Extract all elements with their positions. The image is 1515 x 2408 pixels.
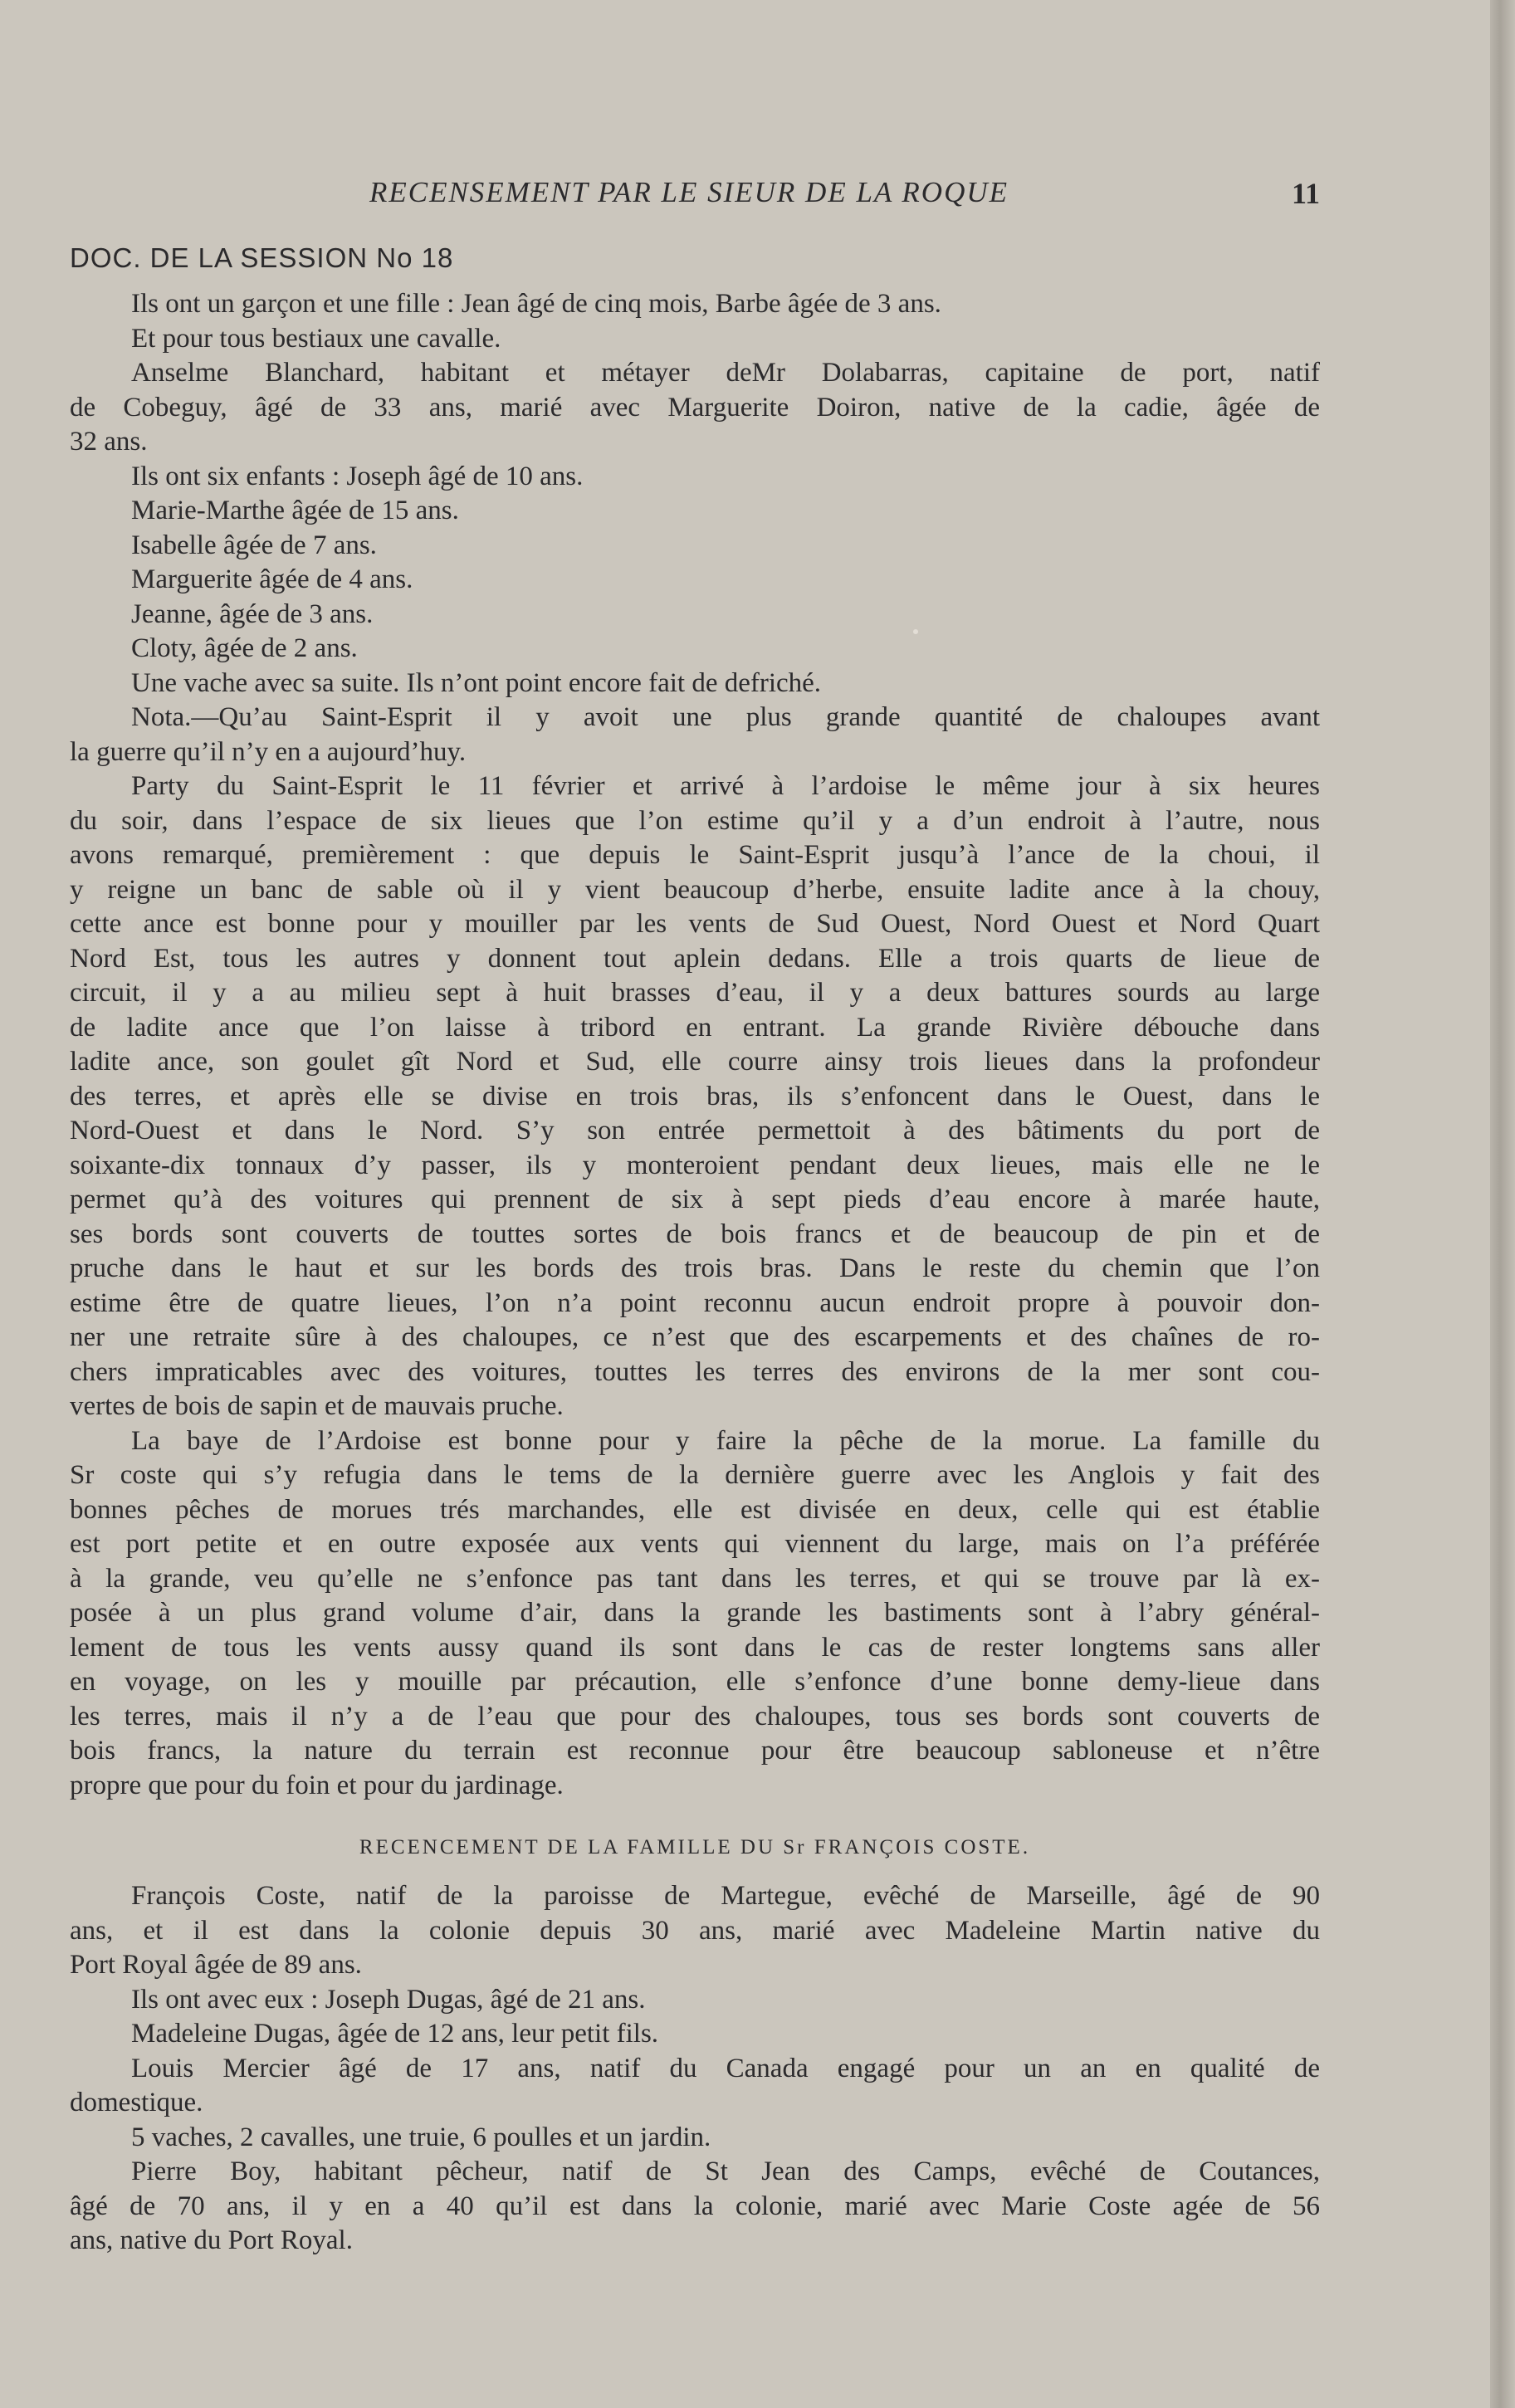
text-line: Party du Saint-Esprit le 11 février et arrivé à l’ardoise le même jour à six heures [131,771,1320,801]
text-line: de ladite ance que l’on laisse à tribord en entrant. La grande Rivière débouche dans [70,1012,1320,1043]
text-line: du soir, dans l’espace de six lieues que l’on estime qu’il y a d’un endroit à l’autre, nous [70,805,1320,836]
text-line: pruche dans le haut et sur les bords des trois bras. Dans le reste du chemin que l’on [70,1253,1320,1283]
text-line: Nord-Ouest et dans le Nord. S’y son entrée permettoit à des bâtiments du port de [70,1116,1320,1145]
text-line: 32 ans. [70,427,148,457]
text-line: Ils ont six enfants : Joseph âgé de 10 ans. [131,461,584,491]
text-line: Nota.—Qu’au Saint-Esprit il y avoit une plus grande quantité de chaloupes avant [131,702,1320,732]
text-line: Sr coste qui s’y refugia dans le tems de la dernière guerre avec les Anglois y fait des [70,1460,1320,1490]
text-line: Isabelle âgée de 7 ans. [131,530,377,560]
text-line: de Cobeguy, âgé de 33 ans, marié avec Marguerite Doiron, native de la cadie, âgée de [70,392,1320,422]
text-line: avons remarqué, premièrement : que depuis le Saint-Esprit jusqu’à l’ance de la choui, il [70,840,1320,870]
text-line: les terres, mais il n’y a de l’eau que pour des chaloupes, tous ses bords sont couverts de [70,1701,1320,1732]
text-line: âgé de 70 ans, il y en a 40 qu’il est dans la colonie, marié avec Marie Coste agée de 56 [70,2191,1320,2221]
text-line: La baye de l’Ardoise est bonne pour y faire la pêche de la morue. La famille du [131,1425,1320,1456]
text-line: la guerre qu’il n’y en a aujourd’huy. [70,736,467,767]
text-line: 5 vaches, 2 cavalles, une truie, 6 poulles et un jardin. [131,2122,711,2152]
text-line: Une vache avec sa suite. Ils n’ont point encore fait de defriché. [131,667,822,698]
text-line: en voyage, on les y mouille par précaution, elle s’enfonce d’une bonne demy-lieue dans [70,1667,1320,1697]
text-line: soixante-dix tonnaux d’y passer, ils y monteroient pendant deux lieues, mais elle ne le [70,1150,1320,1180]
text-line: François Coste, natif de la paroisse de Martegue, evêché de Marseille, âgé de 90 [131,1881,1320,1911]
document-reference: DOC. DE LA SESSION No 18 [70,242,454,273]
text-line: ans, native du Port Royal. [70,2225,353,2255]
text-line: y reigne un banc de sable où il y vient beaucoup d’herbe, ensuite ladite ance à la chouy, [70,874,1320,905]
body-text [70,287,1320,2259]
text-line: ner une retraite sûre à des chaloupes, ce n’est que des escarpements et des chaînes de ro- [70,1322,1320,1352]
text-line: Louis Mercier âgé de 17 ans, natif du Canada engagé pour un an en qualité de [131,2053,1320,2083]
text-line: Anselme Blanchard, habitant et métayer deMr Dolabarras, capitaine de port, natif [131,358,1320,388]
running-head [0,176,1328,216]
text-line: lement de tous les vents aussy quand ils sont dans le cas de rester longtems sans aller [70,1632,1320,1663]
page-number: 11 [1291,177,1320,210]
text-line: Madeleine Dugas, âgée de 12 ans, leur petit fils. [131,2019,659,2049]
text-line: circuit, il y a au milieu sept à huit brasses d’eau, il y a deux battures sourds au large [70,978,1320,1008]
text-line: Ils ont avec eux : Joseph Dugas, âgé de 21 ans. [131,1984,646,2015]
text-line: Ils ont un garçon et une fille : Jean âgé de cinq mois, Barbe âgée de 3 ans. [131,289,941,319]
text-line: ses bords sont couverts de touttes sortes de bois francs et de beaucoup de pin et de [70,1219,1320,1249]
text-line: bois francs, la nature du terrain est reconnue pour être beaucoup sabloneuse et n’être [70,1736,1320,1766]
text-line: cette ance est bonne pour y mouiller par les vents de Sud Ouest, Nord Ouest et Nord Quart [70,909,1320,939]
text-line: Cloty, âgée de 2 ans. [131,633,358,663]
text-line: Pierre Boy, habitant pêcheur, natif de St Jean des Camps, evêché de Coutances, [131,2156,1320,2186]
text-line: chers impraticables avec des voitures, touttes les terres des environs de la mer sont cou- [70,1356,1320,1387]
text-line: des terres, et après elle se divise en trois bras, ils s’enfoncent dans le Ouest, dans le [70,1081,1320,1111]
text-line: vertes de bois de sapin et de mauvais pruche. [70,1391,564,1421]
text-line: domestique. [70,2088,203,2117]
running-title: RECENSEMENT PAR LE SIEUR DE LA ROQUE [369,176,1009,208]
section-spacer [70,1869,1320,1879]
text-line: Jeanne, âgée de 3 ans. [131,598,374,629]
section-spacer [70,1803,1320,1826]
paper-speck [913,629,918,634]
text-line: estime être de quatre lieues, l’on n’a point reconnu aucun endroit propre à pouvoir don- [70,1287,1320,1318]
text-line: permet qu’à des voitures qui prennent de six à sept pieds d’eau encore à marée haute, [70,1184,1320,1214]
text-line: posée à un plus grand volume d’air, dans la grande les bastiments sont à l’abry général- [70,1598,1320,1628]
text-line: bonnes pêches de morues trés marchandes, elle est divisée en deux, celle qui est établie [70,1494,1320,1525]
text-line: ladite ance, son goulet gît Nord et Sud, elle courre ainsy trois lieues dans la profondeur [70,1047,1320,1077]
text-line: Marie-Marthe âgée de 15 ans. [131,496,459,525]
text-line: à la grande, veu qu’elle ne s’enfonce pas tant dans les terres, et qui se trouve par là ex- [70,1563,1320,1594]
text-line: Et pour tous bestiaux une cavalle. [131,323,501,354]
page-edge [1490,0,1515,2408]
text-line: est port petite et en outre exposée aux vents qui viennent du large, mais on l’a préférée [70,1529,1320,1559]
text-line: ans, et il est dans la colonie depuis 30 ans, marié avec Madeleine Martin native du [70,1915,1320,1946]
text-line: propre que pour du foin et pour du jardinage. [70,1770,564,1800]
text-line: Marguerite âgée de 4 ans. [131,564,413,594]
text-line: Port Royal âgée de 89 ans. [70,1950,362,1980]
text-line: Nord Est, tous les autres y donnent tout aplein dedans. Elle a trois quarts de lieue de [70,943,1320,974]
section-heading: RECENCEMENT DE LA FAMILLE DU Sr FRANÇOIS COSTE. [359,1836,1031,1859]
